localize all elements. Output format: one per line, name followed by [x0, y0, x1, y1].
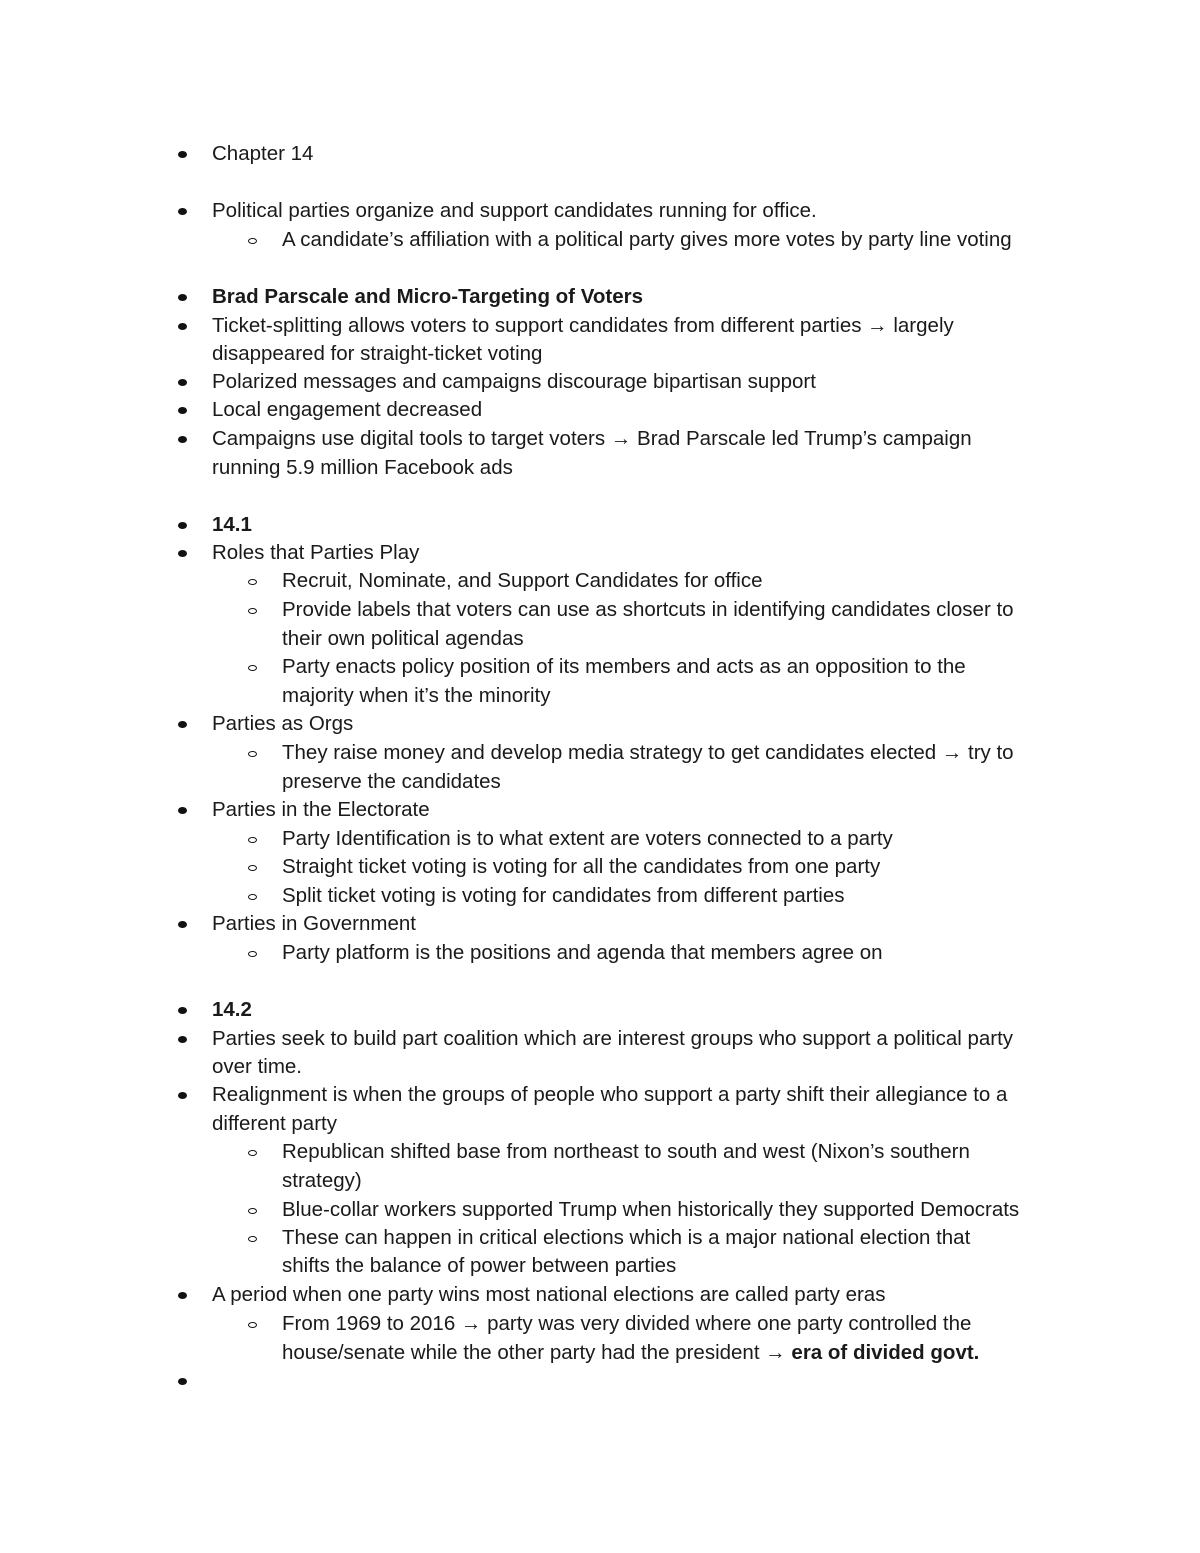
sub-list-item [0, 825, 1200, 853]
bullet-disc-icon [178, 294, 187, 301]
list-item [0, 1025, 1200, 1053]
bold-term: era of divided govt. [791, 1341, 980, 1364]
list-item-text: Local engagement decreased [212, 398, 483, 421]
sub-list-item [0, 739, 1200, 767]
sub-list-item [0, 1310, 1200, 1338]
list-item [0, 283, 1200, 311]
list-item-text: over time. [212, 1055, 302, 1078]
sub-list-item [0, 653, 1200, 681]
list-item [0, 796, 1200, 824]
list-item [0, 996, 1200, 1024]
bullet-disc-icon [178, 1378, 187, 1385]
section-heading: Brad Parscale and Micro-Targeting of Voters [212, 285, 643, 308]
bullet-circle-icon [248, 1150, 257, 1156]
sub-list-item [0, 567, 1200, 595]
bullet-circle-icon [248, 238, 257, 244]
section-heading: 14.1 [212, 513, 252, 536]
list-item [0, 539, 1200, 567]
list-item-text: Provide labels that voters can use as shortcuts in identifying candidates closer to [282, 598, 1014, 621]
sub-list-item [0, 853, 1200, 881]
bullet-disc-icon [178, 921, 187, 928]
bullet-disc-icon [178, 1292, 187, 1299]
bullet-circle-icon [248, 1208, 257, 1214]
bullet-circle-icon [248, 579, 257, 585]
list-item [0, 511, 1200, 539]
list-item-text: disappeared for straight-ticket voting [212, 342, 543, 365]
list-item-continuation [0, 1110, 1200, 1138]
list-item-text: Recruit, Nominate, and Support Candidates for office [282, 569, 763, 592]
list-item-text: preserve the candidates [282, 770, 501, 793]
bullet-disc-icon [178, 407, 187, 414]
list-item-text: Parties as Orgs [212, 712, 354, 735]
list-item-text: These can happen in critical elections which is a major national election that [282, 1226, 971, 1249]
sub-list-item-continuation [0, 1252, 1200, 1280]
list-item-text: shifts the balance of power between parties [282, 1254, 677, 1277]
sub-list-item-continuation [0, 1167, 1200, 1195]
list-item [0, 910, 1200, 938]
sub-list-item [0, 226, 1200, 254]
list-item [0, 425, 1200, 453]
sub-list-item [0, 882, 1200, 910]
bullet-circle-icon [248, 865, 257, 871]
list-item [0, 312, 1200, 340]
bullet-circle-icon [248, 837, 257, 843]
list-item-continuation [0, 340, 1200, 368]
list-item [0, 197, 1200, 225]
sub-list-item-continuation [0, 682, 1200, 710]
bullet-circle-icon [248, 665, 257, 671]
list-item-text: Campaigns use digital tools to target voters → Brad Parscale led Trump’s campaign [212, 427, 972, 450]
bullet-disc-icon [178, 1007, 187, 1014]
bullet-disc-icon [178, 721, 187, 728]
bullet-circle-icon [248, 751, 257, 757]
list-item-text: Party enacts policy position of its members and acts as an opposition to the [282, 655, 966, 678]
list-item-text: Political parties organize and support candidates running for office. [212, 199, 817, 222]
list-item-text-plain: house/senate while the other party had the president → [282, 1341, 792, 1364]
bullet-disc-icon [178, 436, 187, 443]
bullet-circle-icon [248, 608, 257, 614]
list-item-text: Parties in Government [212, 912, 416, 935]
bullet-circle-icon [248, 894, 257, 900]
list-item-text [282, 1339, 979, 1367]
list-item-text: their own political agendas [282, 627, 524, 650]
bullet-circle-icon [248, 1322, 257, 1328]
sub-list-item [0, 596, 1200, 624]
list-item [0, 396, 1200, 424]
list-item-text: strategy) [282, 1169, 362, 1192]
sub-list-item [0, 1224, 1200, 1252]
list-item-text: Party Identification is to what extent are voters connected to a party [282, 827, 893, 850]
list-item-text: majority when it’s the minority [282, 684, 551, 707]
list-item-text: Split ticket voting is voting for candidates from different parties [282, 884, 845, 907]
bullet-disc-icon [178, 151, 187, 158]
bullet-disc-icon [178, 379, 187, 386]
list-item-text: A period when one party wins most national elections are called party eras [212, 1283, 886, 1306]
bullet-disc-icon [178, 1092, 187, 1099]
list-item-text: Realignment is when the groups of people who support a party shift their allegiance to a [212, 1083, 1008, 1106]
bullet-disc-icon [178, 1036, 187, 1043]
list-item-empty [0, 1367, 1200, 1395]
list-item-text: running 5.9 million Facebook ads [212, 456, 513, 479]
list-item [0, 1281, 1200, 1309]
heading-chapter: Chapter 14 [212, 142, 314, 165]
list-item-text: Parties in the Electorate [212, 798, 430, 821]
sub-list-item [0, 1138, 1200, 1166]
bullet-disc-icon [178, 522, 187, 529]
list-item-text: Roles that Parties Play [212, 541, 420, 564]
sub-list-item-continuation [0, 625, 1200, 653]
sub-list-item [0, 939, 1200, 967]
bullet-circle-icon [248, 951, 257, 957]
list-item-text: Republican shifted base from northeast to south and west (Nixon’s southern [282, 1140, 970, 1163]
list-item [0, 368, 1200, 396]
list-item-text: They raise money and develop media strategy to get candidates elected → try to [282, 741, 1014, 764]
list-item-text: From 1969 to 2016 → party was very divided where one party controlled the [282, 1312, 972, 1335]
bullet-disc-icon [178, 323, 187, 330]
list-item-text: A candidate’s affiliation with a political party gives more votes by party line voting [282, 228, 1012, 251]
list-item-text: Polarized messages and campaigns discourage bipartisan support [212, 370, 816, 393]
bullet-disc-icon [178, 550, 187, 557]
list-item-text: Blue-collar workers supported Trump when historically they supported Democrats [282, 1198, 1020, 1221]
list-item-continuation [0, 1053, 1200, 1081]
list-item [0, 710, 1200, 738]
list-item-continuation [0, 454, 1200, 482]
section-heading: 14.2 [212, 998, 252, 1021]
list-item-text: Straight ticket voting is voting for all the candidates from one party [282, 855, 881, 878]
list-item-text: Parties seek to build part coalition which are interest groups who support a political party [212, 1027, 1014, 1050]
sub-list-item-continuation [0, 768, 1200, 796]
list-item-text: different party [212, 1112, 337, 1135]
list-item [0, 140, 1200, 168]
list-item-text: Party platform is the positions and agenda that members agree on [282, 941, 883, 964]
sub-list-item [0, 1196, 1200, 1224]
list-item-text: Ticket-splitting allows voters to support candidates from different parties → largely [212, 314, 954, 337]
bullet-disc-icon [178, 208, 187, 215]
list-item [0, 1081, 1200, 1109]
bullet-disc-icon [178, 807, 187, 814]
bullet-circle-icon [248, 1236, 257, 1242]
sub-list-item-continuation [0, 1339, 1200, 1367]
